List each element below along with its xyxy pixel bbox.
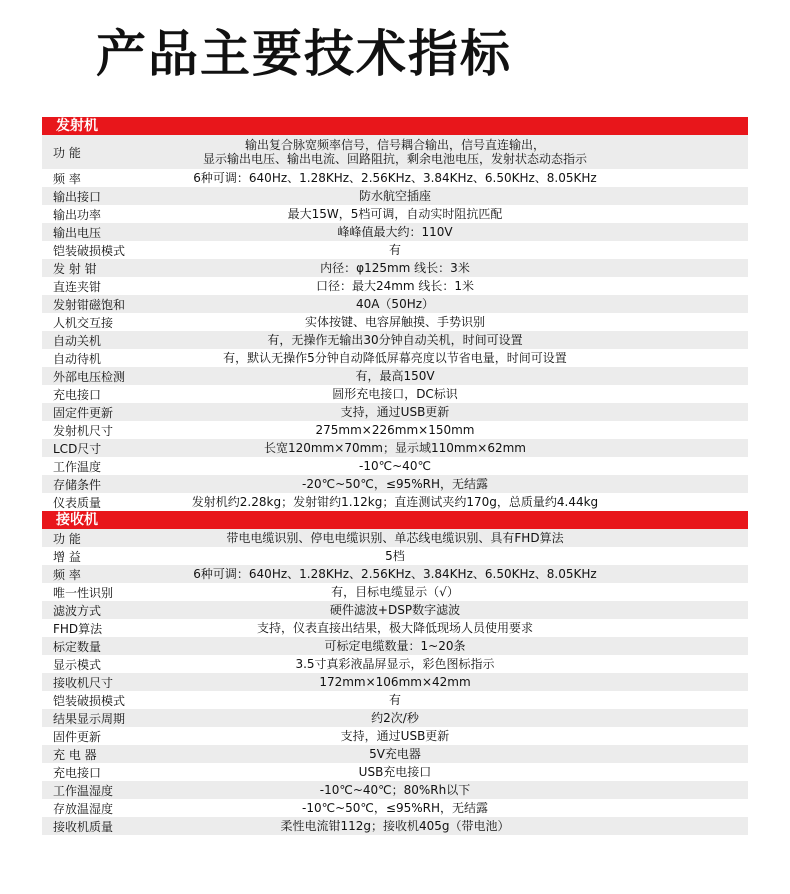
spec-value: 可标定电缆数量：1~20条 — [324, 639, 466, 653]
spec-row — [42, 187, 748, 205]
section-header: 接收机 — [42, 511, 748, 529]
spec-value: 柔性电流钳112g；接收机405g（带电池） — [280, 819, 510, 833]
spec-row — [42, 313, 748, 331]
spec-label: 固件更新 — [53, 729, 102, 744]
spec-value: 防水航空插座 — [358, 189, 431, 203]
spec-value: -10℃~50℃，≤95%RH，无结露 — [302, 801, 488, 815]
spec-row — [42, 331, 748, 349]
spec-label: 输出接口 — [53, 189, 102, 204]
spec-label: 发射机尺寸 — [53, 423, 114, 438]
spec-label: 发 射 钳 — [53, 261, 97, 276]
spec-value: 长宽120mm×70mm；显示域110mm×62mm — [264, 441, 526, 455]
spec-row — [42, 529, 748, 547]
spec-row — [42, 475, 748, 493]
spec-row — [42, 367, 748, 385]
spec-value: 约2次/秒 — [371, 711, 419, 725]
spec-row — [42, 223, 748, 241]
spec-label: LCD尺寸 — [53, 441, 102, 456]
spec-label: 充电接口 — [53, 765, 102, 780]
spec-table — [42, 117, 748, 835]
section-receiver — [42, 511, 748, 835]
spec-value: -10℃~40℃ — [359, 459, 431, 473]
spec-value: 3.5寸真彩液晶屏显示，彩色图标指示 — [295, 657, 495, 671]
spec-value: USB充电接口 — [358, 765, 432, 779]
spec-row — [42, 817, 748, 835]
spec-value: 支持，通过USB更新 — [340, 729, 450, 743]
spec-value: 内径：φ125mm 线长：3米 — [320, 261, 470, 275]
spec-label: 铠装破损模式 — [53, 243, 126, 258]
spec-value: 6种可调：640Hz、1.28KHz、2.56KHz、3.84KHz、6.50KHz、8.05KHz — [193, 171, 597, 185]
spec-value: 峰峰值最大约：110V — [337, 225, 453, 239]
spec-row — [42, 691, 748, 709]
spec-value: 带电电缆识别、停电电缆识别、单芯线电缆识别、具有FHD算法 — [226, 531, 564, 545]
spec-label: 功 能 — [53, 531, 81, 546]
spec-label: FHD算法 — [53, 621, 103, 636]
spec-row — [42, 745, 748, 763]
spec-label: 存储条件 — [53, 477, 102, 492]
spec-value: 有，目标电缆显示（√） — [331, 585, 459, 599]
spec-row — [42, 619, 748, 637]
spec-label: 频 率 — [53, 567, 81, 582]
spec-value: 有 — [388, 693, 401, 707]
spec-label: 铠装破损模式 — [53, 693, 126, 708]
spec-label: 直连夹钳 — [53, 279, 102, 294]
spec-row — [42, 205, 748, 223]
spec-label: 自动待机 — [53, 351, 102, 366]
spec-value: -20℃~50℃，≤95%RH，无结露 — [302, 477, 488, 491]
spec-value: -10℃~40℃；80%Rh以下 — [319, 783, 471, 797]
spec-label: 工作温度 — [53, 459, 102, 474]
spec-row — [42, 457, 748, 475]
spec-row — [42, 727, 748, 745]
spec-value: 6种可调：640Hz、1.28KHz、2.56KHz、3.84KHz、6.50KHz、8.05KHz — [193, 567, 597, 581]
spec-label: 频 率 — [53, 171, 81, 186]
spec-row — [42, 763, 748, 781]
section-header: 发射机 — [42, 117, 748, 135]
spec-label: 发射钳磁饱和 — [53, 297, 126, 312]
spec-row — [42, 169, 748, 187]
spec-label: 充 电 器 — [53, 747, 97, 762]
spec-label: 标定数量 — [53, 639, 102, 654]
spec-value: 有，无操作无输出30分钟自动关机，时间可设置 — [267, 333, 523, 347]
spec-value: 有 — [388, 243, 401, 257]
spec-value: 圆形充电接口，DC标识 — [332, 387, 458, 401]
spec-value: 5档 — [385, 549, 405, 563]
spec-label: 显示模式 — [53, 657, 102, 672]
spec-value: 硬件滤波+DSP数字滤波 — [329, 603, 461, 617]
spec-row — [42, 439, 748, 457]
spec-label: 充电接口 — [53, 387, 102, 402]
spec-row — [42, 583, 748, 601]
spec-value: 5V充电器 — [369, 747, 421, 761]
spec-row — [42, 259, 748, 277]
spec-row — [42, 709, 748, 727]
spec-row — [42, 781, 748, 799]
spec-row — [42, 547, 748, 565]
spec-row — [42, 799, 748, 817]
spec-row — [42, 403, 748, 421]
spec-value: 40A（50Hz） — [355, 297, 435, 311]
spec-row — [42, 601, 748, 619]
spec-row — [42, 385, 748, 403]
spec-label: 输出电压 — [53, 225, 102, 240]
spec-label: 存放温湿度 — [53, 801, 114, 816]
spec-label: 仪表质量 — [53, 495, 102, 510]
spec-label: 滤波方式 — [53, 603, 102, 618]
spec-value: 最大15W，5档可调，自动实时阻抗匹配 — [287, 207, 503, 221]
spec-value: 口径：最大24mm 线长：1米 — [315, 279, 475, 293]
spec-value: 实体按键、电容屏触摸、手势识别 — [304, 315, 485, 329]
spec-label: 外部电压检测 — [53, 369, 126, 384]
spec-label: 接收机质量 — [53, 819, 114, 834]
spec-label: 接收机尺寸 — [53, 675, 114, 690]
spec-label: 功 能 — [53, 145, 81, 160]
spec-row — [42, 277, 748, 295]
spec-value: 支持，通过USB更新 — [340, 405, 450, 419]
spec-label: 唯一性识别 — [53, 585, 114, 600]
spec-value: 支持，仪表直接出结果，极大降低现场人员使用要求 — [256, 621, 533, 635]
spec-label: 结果显示周期 — [53, 711, 126, 726]
spec-row — [42, 565, 748, 583]
spec-row — [42, 241, 748, 259]
spec-label: 输出功率 — [53, 207, 102, 222]
spec-value: 有，最高150V — [355, 369, 435, 383]
spec-row — [42, 637, 748, 655]
spec-value: 275mm×226mm×150mm — [315, 423, 475, 437]
spec-label: 自动关机 — [53, 333, 102, 348]
spec-row — [42, 135, 748, 169]
spec-value: 有，默认无操作5分钟自动降低屏幕亮度以节省电量，时间可设置 — [223, 351, 567, 365]
spec-value: 发射机约2.28kg；发射钳约1.12kg；直连测试夹约170g，总质量约4.44kg — [191, 495, 599, 509]
spec-label: 增 益 — [53, 549, 81, 564]
spec-value: 输出复合脉宽频率信号，信号耦合输出，信号直连输出， 显示输出电压、输出电流、回路阻抗，剩余电池电压，发射状态动态指示 — [202, 138, 587, 166]
spec-row — [42, 493, 748, 511]
spec-row — [42, 421, 748, 439]
spec-label: 工作温湿度 — [53, 783, 114, 798]
page-title: 产品主要技术指标 — [96, 25, 512, 83]
spec-row — [42, 349, 748, 367]
spec-row — [42, 673, 748, 691]
spec-row — [42, 655, 748, 673]
section-transmitter — [42, 117, 748, 511]
spec-label: 固定件更新 — [53, 405, 114, 420]
spec-value: 172mm×106mm×42mm — [319, 675, 471, 689]
spec-row — [42, 295, 748, 313]
spec-label: 人机交互接 — [53, 315, 114, 330]
